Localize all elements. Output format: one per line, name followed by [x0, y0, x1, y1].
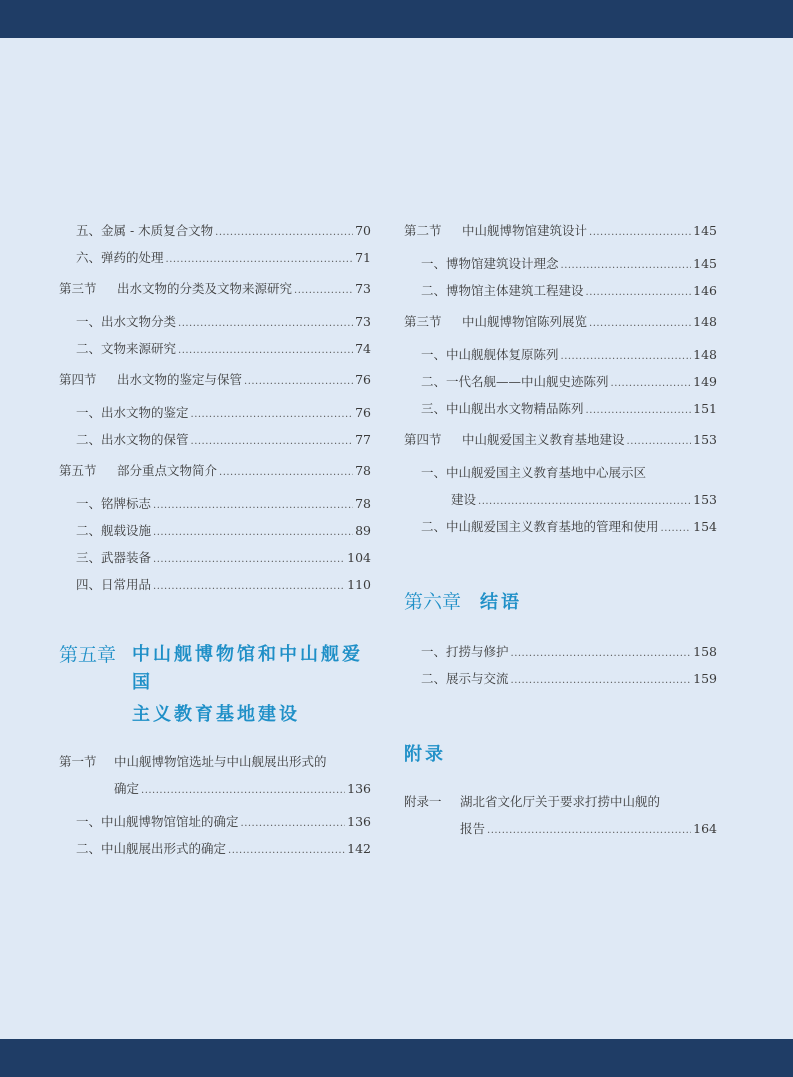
entry-label: 二、文物来源研究	[76, 341, 177, 356]
chapter-heading[interactable]	[404, 587, 717, 617]
toc-entry[interactable]	[404, 346, 717, 364]
toc-entry[interactable]	[59, 840, 371, 858]
toc-entry-continuation[interactable]	[404, 820, 717, 838]
page-number: 136	[347, 781, 371, 796]
toc-entry[interactable]	[59, 313, 371, 331]
page-number: 77	[355, 432, 371, 447]
page-number: 153	[693, 492, 717, 507]
section-label: 出水文物的分类及文物来源研究	[117, 281, 293, 296]
leader-dots	[191, 406, 354, 424]
leader-dots	[244, 373, 353, 391]
chapter-title-line: 中山舰博物馆和中山舰爱国	[132, 644, 364, 693]
toc-section-entry[interactable]	[59, 280, 371, 298]
entry-label: 二、展示与交流	[421, 671, 509, 686]
section-label: 中山舰博物馆建筑设计	[462, 223, 588, 238]
leader-dots	[178, 342, 353, 360]
toc-section-entry[interactable]	[59, 753, 371, 771]
toc-entry-continuation[interactable]	[59, 780, 371, 798]
entry-label: 一、铭牌标志	[76, 496, 152, 511]
section-label-cont: 确定	[114, 781, 140, 796]
toc-entry[interactable]	[404, 255, 717, 273]
leader-dots	[215, 224, 353, 242]
page-number: 73	[355, 281, 371, 296]
section-label: 中山舰博物馆选址与中山舰展出形式的	[114, 754, 327, 769]
leader-dots	[141, 782, 345, 800]
toc-entry[interactable]	[404, 400, 717, 418]
leader-dots	[589, 315, 691, 333]
page-number: 142	[347, 841, 371, 856]
page-number: 110	[347, 577, 371, 592]
entry-label-cont: 建设	[451, 492, 477, 507]
section-prefix: 第四节	[404, 432, 442, 447]
toc-entry[interactable]	[59, 431, 371, 449]
chapter-title: 结语	[480, 592, 522, 613]
leader-dots	[219, 464, 353, 482]
toc-entry-continuation[interactable]	[404, 491, 717, 509]
leader-dots	[241, 815, 346, 833]
leader-dots	[294, 282, 353, 300]
leader-dots	[191, 433, 354, 451]
appendix-heading[interactable]	[404, 739, 717, 769]
leader-dots	[561, 257, 692, 275]
leader-dots	[153, 497, 353, 515]
section-prefix: 第三节	[404, 314, 442, 329]
appendix-label-cont: 报告	[460, 821, 486, 836]
leader-dots	[166, 251, 354, 269]
section-label: 中山舰博物馆陈列展览	[462, 314, 588, 329]
entry-label: 一、中山舰爱国主义教育基地中心展示区	[421, 465, 647, 480]
leader-dots	[627, 433, 692, 451]
entry-label: 一、中山舰舰体复原陈列	[421, 347, 559, 362]
chapter-title-line: 主义教育基地建设	[132, 704, 301, 725]
toc-entry[interactable]	[59, 813, 371, 831]
chapter-heading[interactable]	[59, 641, 371, 729]
page-number: 76	[355, 372, 371, 387]
page-number: 73	[355, 314, 371, 329]
appendix-label: 湖北省文化厅关于要求打捞中山舰的	[460, 794, 661, 809]
page-number: 159	[693, 671, 717, 686]
page-number: 148	[693, 347, 717, 362]
leader-dots	[586, 402, 692, 420]
page-number: 104	[347, 550, 371, 565]
page-number: 158	[693, 644, 717, 659]
toc-section-entry[interactable]	[59, 371, 371, 389]
section-label: 出水文物的鉴定与保管	[117, 372, 243, 387]
chapter-number: 第五章	[59, 644, 117, 666]
leader-dots	[586, 284, 692, 302]
toc-entry[interactable]	[59, 249, 371, 267]
chapter-number: 第六章	[404, 591, 462, 613]
entry-label: 一、中山舰博物馆馆址的确定	[76, 814, 239, 829]
page-number: 78	[355, 463, 371, 478]
entry-label: 二、博物馆主体建筑工程建设	[421, 283, 584, 298]
page-number: 151	[693, 401, 717, 416]
toc-entry[interactable]	[404, 373, 717, 391]
page-number: 71	[355, 250, 371, 265]
page-number: 76	[355, 405, 371, 420]
toc-entry[interactable]	[59, 340, 371, 358]
page-number: 149	[693, 374, 717, 389]
page-number: 145	[693, 256, 717, 271]
leader-dots	[487, 822, 691, 840]
entry-label: 二、出水文物的保管	[76, 432, 189, 447]
leader-dots	[478, 493, 691, 511]
page-number: 164	[693, 821, 717, 836]
page-number: 148	[693, 314, 717, 329]
entry-label: 二、舰载设施	[76, 523, 152, 538]
page-number: 89	[355, 523, 371, 538]
leader-dots	[611, 375, 692, 393]
entry-label: 四、日常用品	[76, 577, 152, 592]
toc-left-column	[59, 222, 371, 867]
toc-section-entry[interactable]	[404, 313, 717, 331]
entry-label: 二、中山舰展出形式的确定	[76, 841, 227, 856]
page-number: 154	[693, 519, 717, 534]
toc-entry[interactable]	[59, 549, 371, 567]
leader-dots	[228, 842, 345, 860]
appendix-prefix: 附录一	[404, 794, 442, 809]
page-number: 145	[693, 223, 717, 238]
toc-entry[interactable]	[404, 282, 717, 300]
section-prefix: 第二节	[404, 223, 442, 238]
entry-label: 六、弹药的处理	[76, 250, 164, 265]
page-number: 74	[355, 341, 371, 356]
toc-entry[interactable]	[404, 643, 717, 661]
toc-entry[interactable]	[404, 518, 717, 536]
entry-label: 一、博物馆建筑设计理念	[421, 256, 559, 271]
toc-entry[interactable]	[59, 576, 371, 594]
section-prefix: 第三节	[59, 281, 97, 296]
section-label: 部分重点文物简介	[117, 463, 218, 478]
leader-dots	[561, 348, 692, 366]
leader-dots	[153, 524, 353, 542]
entry-label: 一、打捞与修护	[421, 644, 509, 659]
page-number: 70	[355, 223, 371, 238]
entry-label: 三、中山舰出水文物精品陈列	[421, 401, 584, 416]
toc-section-entry[interactable]	[404, 793, 717, 811]
leader-dots	[153, 578, 345, 596]
page-number: 153	[693, 432, 717, 447]
page-number: 146	[693, 283, 717, 298]
section-prefix: 第一节	[59, 754, 97, 769]
leader-dots	[511, 645, 692, 663]
top-band	[0, 0, 793, 38]
leader-dots	[178, 315, 353, 333]
section-label: 中山舰爱国主义教育基地建设	[462, 432, 625, 447]
section-prefix: 第四节	[59, 372, 97, 387]
page-number: 78	[355, 496, 371, 511]
toc-entry[interactable]	[404, 464, 717, 482]
appendix-title: 附录	[404, 744, 446, 765]
toc-section-entry[interactable]	[59, 462, 371, 480]
entry-label: 一、出水文物分类	[76, 314, 177, 329]
toc-entry[interactable]	[59, 495, 371, 513]
entry-label: 二、中山舰爱国主义教育基地的管理和使用	[421, 519, 659, 534]
entry-label: 三、武器装备	[76, 550, 152, 565]
toc-entry[interactable]	[59, 404, 371, 422]
leader-dots	[589, 224, 691, 242]
leader-dots	[153, 551, 345, 569]
leader-dots	[511, 672, 692, 690]
section-prefix: 第五节	[59, 463, 97, 478]
toc-right-column	[404, 222, 717, 847]
bottom-band	[0, 1039, 793, 1077]
entry-label: 五、金属 - 木质复合文物	[76, 223, 214, 238]
toc-section-entry[interactable]	[404, 222, 717, 240]
toc-entry[interactable]	[59, 522, 371, 540]
leader-dots	[661, 520, 692, 538]
page-number: 136	[347, 814, 371, 829]
toc-entry[interactable]	[404, 670, 717, 688]
toc-section-entry[interactable]	[404, 431, 717, 449]
entry-label: 一、出水文物的鉴定	[76, 405, 189, 420]
toc-entry[interactable]	[59, 222, 371, 240]
entry-label: 二、一代名舰——中山舰史迹陈列	[421, 374, 609, 389]
